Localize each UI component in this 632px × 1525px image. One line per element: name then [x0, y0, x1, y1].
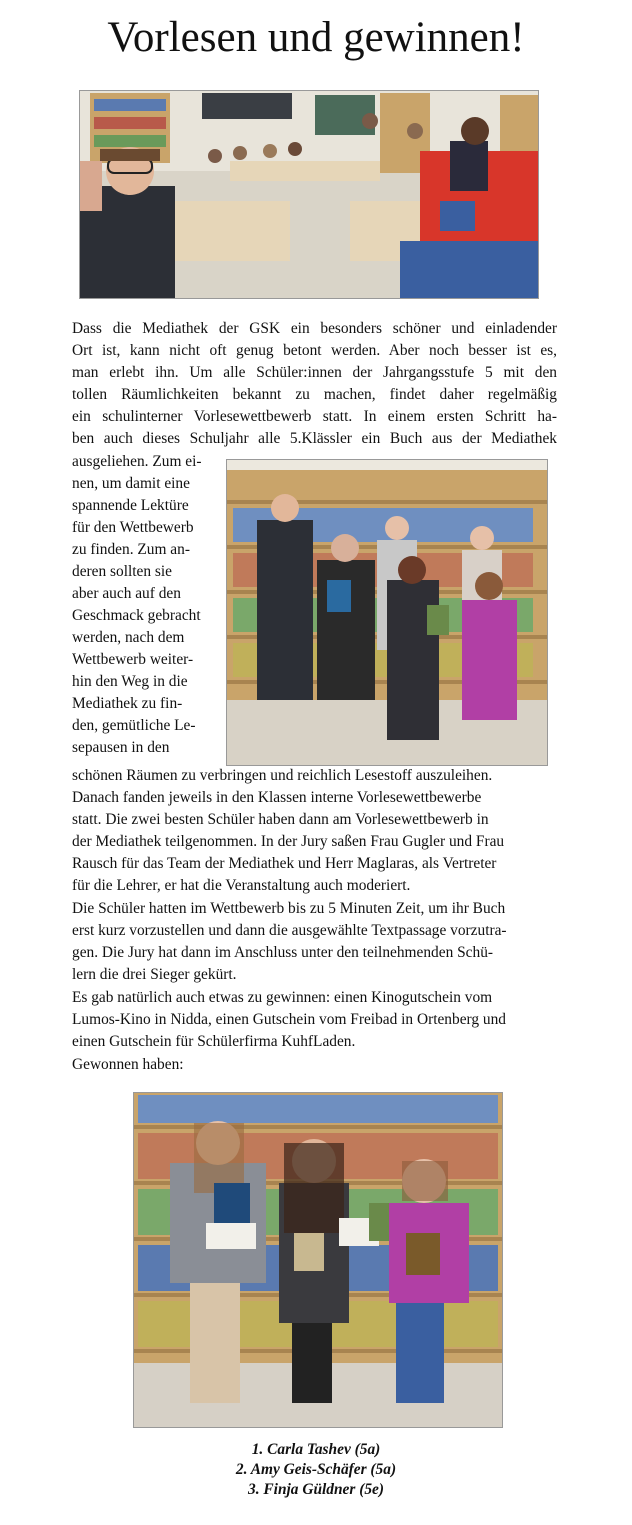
paragraph-line: man erlebt ihn. Um alle Schüler:innen der Jahrgangsstufe 5 mit den: [72, 364, 557, 381]
paragraph-line: Dass die Mediathek der GSK ein besonders schöner und einladender: [72, 320, 557, 337]
wrap-line: hin den Weg in die: [72, 673, 188, 690]
photo-winners: [133, 1092, 503, 1428]
page-title: Vorlesen und gewinnen!: [107, 14, 525, 61]
paragraph-line: ben auch dieses Schuljahr alle 5.Klässler ein Buch aus der Mediathek: [72, 430, 557, 447]
wrap-line: werden, nach dem: [72, 629, 185, 646]
paragraph-line: tollen Räumlichkeiten bekannt zu machen, findet daher regelmäßig: [72, 386, 557, 403]
wrap-line: Mediathek zu fin-: [72, 695, 183, 712]
wrap-line: den, gemütliche Le-: [72, 717, 196, 734]
winner-third: 3. Finja Güldner (5e): [248, 1481, 384, 1498]
body-line: gen. Die Jury hat dann im Anschluss unter den teilnehmenden Schü-: [72, 944, 494, 961]
winner-first: 1. Carla Tashev (5a): [251, 1441, 381, 1458]
wrap-line: zu finden. Zum an-: [72, 541, 190, 558]
body-line: lern die drei Sieger gekürt.: [72, 966, 237, 983]
body-line: erst kurz vorzustellen und dann die ausgewählte Textpassage vorzutra-: [72, 922, 507, 939]
wrap-line: Geschmack gebracht: [72, 607, 201, 624]
paragraph-line: ein schulinterner Vorlesewettbewerb statt. In einem ersten Schritt ha-: [72, 408, 557, 425]
body-line: Lumos-Kino in Nidda, einen Gutschein vom Freibad in Ortenberg und: [72, 1011, 506, 1028]
body-line: statt. Die zwei besten Schüler haben dann am Vorlesewettbewerb in: [72, 811, 489, 828]
body-line: Es gab natürlich auch etwas zu gewinnen: einen Kinogutschein vom: [72, 989, 493, 1006]
wrap-line: sepausen in den: [72, 739, 170, 756]
wrap-line: nen, um damit eine: [72, 475, 190, 492]
wrap-line: ausgeliehen. Zum ei-: [72, 453, 202, 470]
winner-second: 2. Amy Geis-Schäfer (5a): [235, 1461, 397, 1478]
paragraph-line: Ort ist, kann nicht oft genug betont werden. Aber noch besser ist es,: [72, 342, 557, 359]
wrap-line: deren sollten sie: [72, 563, 173, 580]
body-line: Danach fanden jeweils in den Klassen interne Vorlesewettbewerbe: [72, 789, 482, 806]
photo-reading-session: [79, 90, 539, 299]
body-line: Gewonnen haben:: [72, 1056, 184, 1073]
body-line: für die Lehrer, er hat die Veranstaltung auch moderiert.: [72, 877, 411, 894]
body-line: Die Schüler hatten im Wettbewerb bis zu 5 Minuten Zeit, um ihr Buch: [72, 900, 506, 917]
photo-jury-participants: [226, 459, 548, 766]
wrap-line: für den Wettbewerb: [72, 519, 194, 536]
body-line: Rausch für das Team der Mediathek und Herr Maglaras, als Vertreter: [72, 855, 497, 872]
body-line: der Mediathek teilgenommen. In der Jury saßen Frau Gugler und Frau: [72, 833, 505, 850]
wrap-line: Wettbewerb weiter-: [72, 651, 194, 668]
body-line: schönen Räumen zu verbringen und reichlich Lesestoff auszuleihen.: [72, 767, 493, 784]
body-line: einen Gutschein für Schülerfirma KuhfLaden.: [72, 1033, 356, 1050]
wrap-line: aber auch auf den: [72, 585, 181, 602]
wrap-line: spannende Lektüre: [72, 497, 189, 514]
